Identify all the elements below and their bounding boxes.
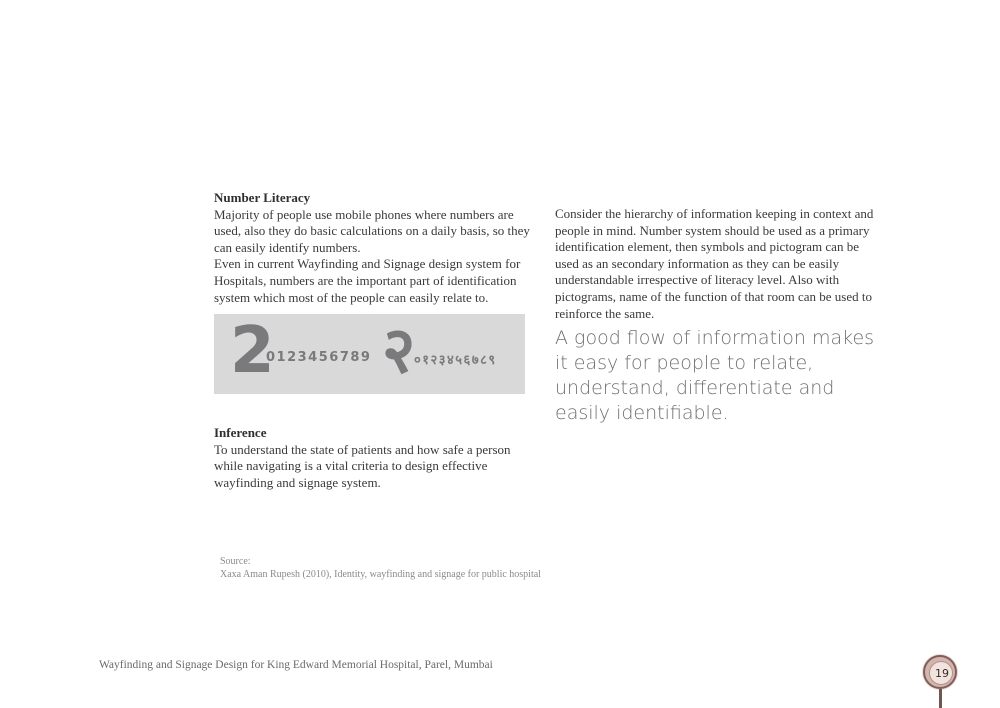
hierarchy-section <box>555 206 877 322</box>
footer-title: Wayfinding and Signage Design for King Edward Memorial Hospital, Parel, Mumbai <box>99 659 493 671</box>
numbers-illustration <box>214 314 525 394</box>
inference-section <box>214 425 534 491</box>
page-number-badge <box>923 655 957 689</box>
page-number: 19 <box>935 667 949 680</box>
latin-digit-row: 0123456789 <box>266 350 372 365</box>
big-latin-digit: 2 <box>230 314 275 388</box>
big-devanagari-digit: २ <box>382 314 416 388</box>
source-note <box>220 555 541 581</box>
number-literacy-section <box>214 190 534 306</box>
pull-quote: A good flow of information makes it easy for people to relate, understand, differentiate and easily identifiable. <box>555 327 875 424</box>
devanagari-digit-row: ०१२३४५६७८९ <box>414 353 497 368</box>
page-badge-stem <box>939 689 942 708</box>
source-citation: Xaxa Aman Rupesh (2010), Identity, wayfinding and signage for public hospital <box>220 569 541 580</box>
number-literacy-paragraph-1: Majority of people use mobile phones where numbers are used, also they do basic calculations on a daily basis, so they can easily identify numbers. <box>214 206 530 255</box>
number-literacy-paragraph-2: Even in current Wayfinding and Signage design system for Hospitals, numbers are the important part of identification system which most of the people can easily relate to. <box>214 256 521 305</box>
inference-heading: Inference <box>214 425 267 440</box>
source-label: Source: <box>220 556 251 567</box>
number-literacy-heading: Number Literacy <box>214 190 311 205</box>
hierarchy-paragraph: Consider the hierarchy of information keeping in context and people in mind. Number system should be used as a primary identification element, then symbols and pictogram can be used as an secondary information as they can be easily understandable irrespective of literacy level. Also with pictograms, name of the function of that room can be used to reinforce the same. <box>555 206 874 321</box>
inference-paragraph: To understand the state of patients and how safe a person while navigating is a vital criteria to design effective wayfinding and signage system. <box>214 441 511 490</box>
